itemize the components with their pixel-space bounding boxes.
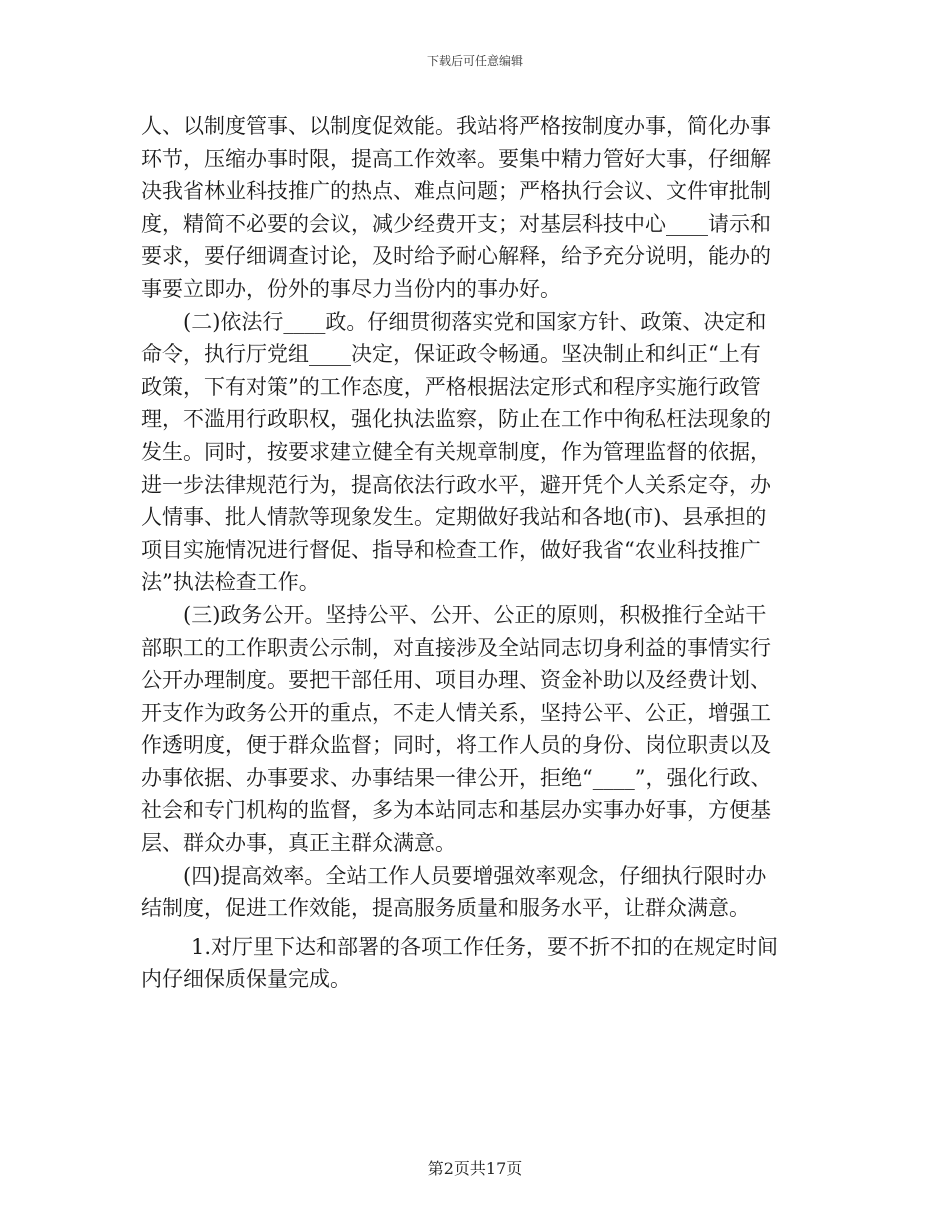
text-line: 命令，执行厅党组____决定，保证政令畅通。坚决制止和纠正“上有 xyxy=(141,342,761,367)
page-header: 下载后可任意编辑 xyxy=(426,54,523,68)
paragraph-5 xyxy=(141,931,811,996)
text-line: 办事依据、办事要求、办事结果一律公开，拒绝“____”，强化行政、 xyxy=(141,765,772,790)
text-line: 度，精简不必要的会议，减少经费开支；对基层科技中心____请示和 xyxy=(141,211,771,236)
text-line: 部职工的工作职责公示制，对直接涉及全站同志切身利益的事情实行 xyxy=(141,635,771,660)
text-line: 社会和专门机构的监督，多为本站同志和基层办实事办好事，方便基 xyxy=(141,798,771,823)
text-line: 层、群众办事，真正主群众满意。 xyxy=(141,831,456,856)
text-line: 作透明度，便于群众监督；同时，将工作人员的身份、岗位职责以及 xyxy=(141,733,771,758)
text-line: 进一步法律规范行为，提高依法行政水平，避开凭个人关系定夺，办 xyxy=(141,472,771,497)
text-line: 结制度，促进工作效能，提高服务质量和服务水平，让群众满意。 xyxy=(141,896,750,921)
page-number-footer: 第2页共17页 xyxy=(427,1159,523,1178)
text-line: 内仔细保质保量完成。 xyxy=(141,967,351,992)
paragraph-4 xyxy=(141,860,811,925)
text-line: (二)依法行____政。仔细贯彻落实党和国家方针、政策、决定和 xyxy=(183,309,767,334)
text-line: 要求，要仔细调查讨论，及时给予耐心解释，给予充分说明，能办的 xyxy=(141,244,771,269)
text-line: 人、以制度管事、以制度促效能。我站将严格按制度办事，简化办事 xyxy=(141,114,771,138)
text-line: 事要立即办，份外的事尽力当份内的事办好。 xyxy=(141,276,561,301)
text-line: 法”执法检查工作。 xyxy=(141,570,320,595)
text-line: 项目实施情况进行督促、指导和检查工作，做好我省“农业科技推广 xyxy=(141,537,761,562)
document-body xyxy=(141,110,811,996)
text-line: 开支作为政务公开的重点，不走人情关系，坚持公平、公正，增强工 xyxy=(141,700,771,725)
text-line: 发生。同时，按要求建立健全有关规章制度，作为管理监督的依据， xyxy=(141,439,771,464)
text-line: (三)政务公开。坚持公平、公开、公正的原则，积极推行全站干 xyxy=(183,602,767,627)
text-line: 人情事、批人情款等现象发生。定期做好我站和各地(市)、县承担的 xyxy=(141,505,767,530)
paragraph-2 xyxy=(141,306,811,599)
text-line: 理，不滥用行政职权，强化执法监察，防止在工作中徇私枉法现象的 xyxy=(141,407,771,432)
text-line: 环节，压缩办事时限，提高工作效率。要集中精力管好大事，仔细解 xyxy=(141,146,771,171)
text-line: 1.对厅里下达和部署的各项工作任务，要不折不扣的在规定时间 xyxy=(191,934,779,959)
text-line: (四)提高效率。全站工作人员要增强效率观念，仔细执行限时办 xyxy=(183,863,767,888)
text-line: 政策，下有对策”的工作态度，严格根据法定形式和程序实施行政管 xyxy=(141,374,761,399)
text-line: 决我省林业科技推广的热点、难点问题；严格执行会议、文件审批制 xyxy=(141,179,771,204)
paragraph-3 xyxy=(141,599,811,860)
text-line: 公开办理制度。要把干部任用、项目办理、资金补助以及经费计划、 xyxy=(141,668,771,693)
paragraph-1 xyxy=(141,110,811,306)
